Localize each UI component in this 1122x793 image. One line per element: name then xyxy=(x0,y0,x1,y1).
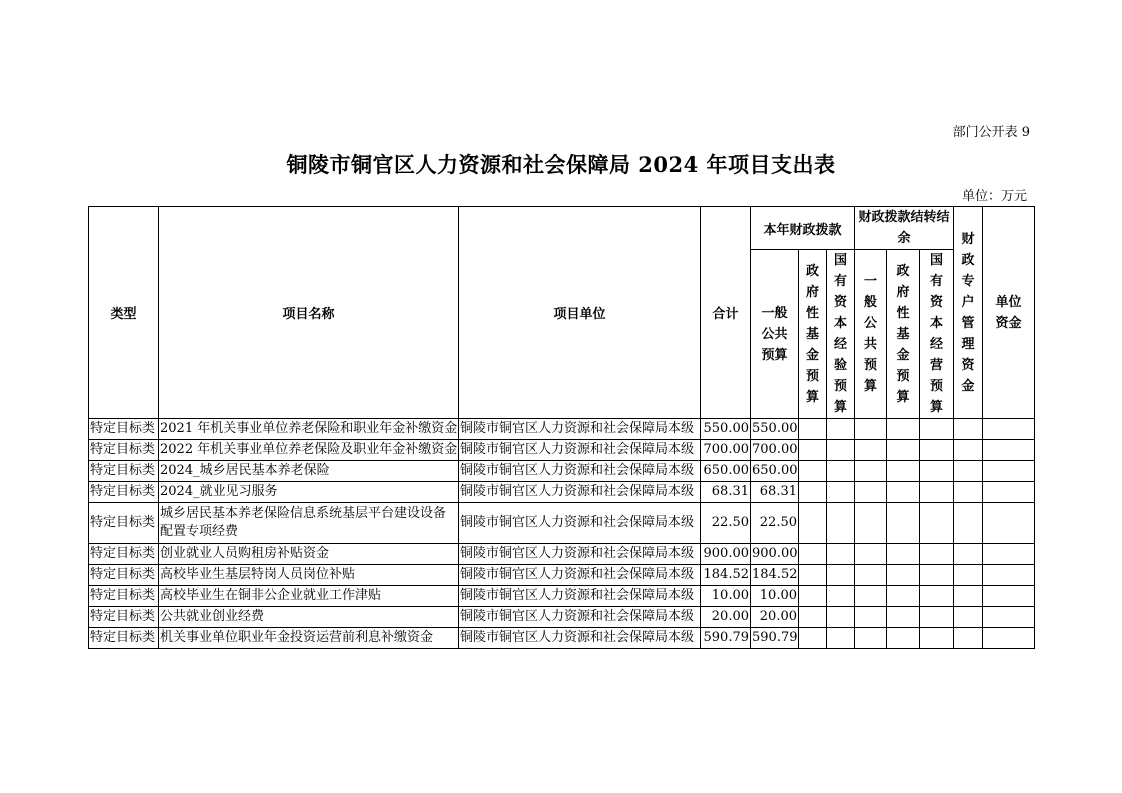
cell-total: 184.52 xyxy=(701,565,751,586)
table-row xyxy=(89,419,1035,440)
header-carry-general-budget: 一般公共预算 xyxy=(855,250,887,419)
cell-project-name: 城乡居民基本养老保险信息系统基层平台建设设备配置专项经费 xyxy=(159,503,459,544)
cell-general-budget: 22.50 xyxy=(751,503,799,544)
cell-type: 特定目标类 xyxy=(89,419,159,440)
header-carry-state-capital-budget: 国有资本经营预算 xyxy=(920,250,954,419)
cell-project-name: 2022 年机关事业单位养老保险及职业年金补缴资金 xyxy=(159,440,459,461)
project-expenditure-table xyxy=(88,206,1035,649)
table-row xyxy=(89,586,1035,607)
cell-general-budget: 700.00 xyxy=(751,440,799,461)
cell-type: 特定目标类 xyxy=(89,461,159,482)
cell-type: 特定目标类 xyxy=(89,565,159,586)
table-row xyxy=(89,482,1035,503)
cell-general-budget: 550.00 xyxy=(751,419,799,440)
header-state-capital-budget: 国有资本经验预算 xyxy=(827,250,855,419)
table-row xyxy=(89,565,1035,586)
cell-type: 特定目标类 xyxy=(89,544,159,565)
header-project-dept: 项目单位 xyxy=(459,207,701,419)
cell-project-dept: 铜陵市铜官区人力资源和社会保障局本级 xyxy=(459,440,701,461)
cell-project-name: 高校毕业生基层特岗人员岗位补贴 xyxy=(159,565,459,586)
header-general-budget: 一般公共预算 xyxy=(751,250,799,419)
cell-total: 650.00 xyxy=(701,461,751,482)
header-total: 合计 xyxy=(701,207,751,419)
table-row xyxy=(89,607,1035,628)
cell-general-budget: 184.52 xyxy=(751,565,799,586)
cell-general-budget: 10.00 xyxy=(751,586,799,607)
cell-type: 特定目标类 xyxy=(89,607,159,628)
table-row xyxy=(89,544,1035,565)
table-row xyxy=(89,503,1035,544)
cell-total: 900.00 xyxy=(701,544,751,565)
cell-project-dept: 铜陵市铜官区人力资源和社会保障局本级 xyxy=(459,565,701,586)
cell-project-dept: 铜陵市铜官区人力资源和社会保障局本级 xyxy=(459,586,701,607)
page-title: 铜陵市铜官区人力资源和社会保障局 2024 年项目支出表 xyxy=(286,152,836,177)
cell-project-name: 高校毕业生在铜非公企业就业工作津贴 xyxy=(159,586,459,607)
cell-project-name: 创业就业人员购租房补贴资金 xyxy=(159,544,459,565)
cell-project-dept: 铜陵市铜官区人力资源和社会保障局本级 xyxy=(459,419,701,440)
cell-total: 10.00 xyxy=(701,586,751,607)
cell-project-name: 2021 年机关事业单位养老保险和职业年金补缴资金 xyxy=(159,419,459,440)
cell-general-budget: 68.31 xyxy=(751,482,799,503)
cell-project-name: 2024_城乡居民基本养老保险 xyxy=(159,461,459,482)
cell-type: 特定目标类 xyxy=(89,440,159,461)
cell-total: 700.00 xyxy=(701,440,751,461)
header-current-year-group: 本年财政拨款 xyxy=(751,207,855,250)
cell-total: 22.50 xyxy=(701,503,751,544)
cell-project-dept: 铜陵市铜官区人力资源和社会保障局本级 xyxy=(459,461,701,482)
cell-type: 特定目标类 xyxy=(89,482,159,503)
cell-project-name: 机关事业单位职业年金投资运营前利息补缴资金 xyxy=(159,628,459,649)
header-project-name: 项目名称 xyxy=(159,207,459,419)
header-special-account-fund: 财政专户管理资金 xyxy=(954,207,983,419)
cell-project-dept: 铜陵市铜官区人力资源和社会保障局本级 xyxy=(459,607,701,628)
form-number: 部门公开表 9 xyxy=(952,125,1030,140)
table-row xyxy=(89,440,1035,461)
cell-total: 550.00 xyxy=(701,419,751,440)
cell-type: 特定目标类 xyxy=(89,628,159,649)
cell-project-dept: 铜陵市铜官区人力资源和社会保障局本级 xyxy=(459,482,701,503)
header-carry-gov-fund-budget: 政府性基金预算 xyxy=(887,250,920,419)
table-row xyxy=(89,628,1035,649)
cell-general-budget: 590.79 xyxy=(751,628,799,649)
cell-project-name: 2024_就业见习服务 xyxy=(159,482,459,503)
cell-type: 特定目标类 xyxy=(89,586,159,607)
unit-label: 单位：万元 xyxy=(961,189,1027,204)
cell-total: 590.79 xyxy=(701,628,751,649)
cell-general-budget: 20.00 xyxy=(751,607,799,628)
cell-project-name: 公共就业创业经费 xyxy=(159,607,459,628)
cell-project-dept: 铜陵市铜官区人力资源和社会保障局本级 xyxy=(459,628,701,649)
cell-project-dept: 铜陵市铜官区人力资源和社会保障局本级 xyxy=(459,503,701,544)
cell-general-budget: 650.00 xyxy=(751,461,799,482)
header-gov-fund-budget: 政府性基金预算 xyxy=(799,250,827,419)
cell-total: 68.31 xyxy=(701,482,751,503)
header-type: 类型 xyxy=(89,207,159,419)
cell-general-budget: 900.00 xyxy=(751,544,799,565)
cell-project-dept: 铜陵市铜官区人力资源和社会保障局本级 xyxy=(459,544,701,565)
table-row xyxy=(89,461,1035,482)
header-carryover-group: 财政拨款结转结余 xyxy=(855,207,954,250)
cell-type: 特定目标类 xyxy=(89,503,159,544)
header-unit-fund: 单位资金 xyxy=(983,207,1035,419)
cell-total: 20.00 xyxy=(701,607,751,628)
